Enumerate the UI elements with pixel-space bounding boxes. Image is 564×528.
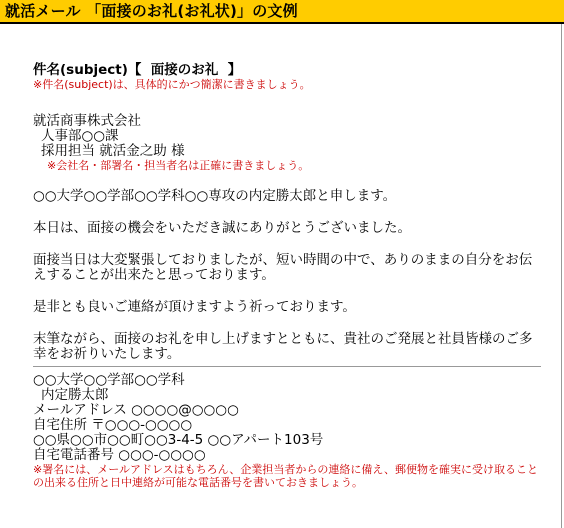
signature-address-postal: 自宅住所 〒○○○-○○○○	[33, 417, 193, 433]
body-intro: ○○大学○○学部○○学科○○専攻の内定勝太郎と申します。	[33, 188, 397, 204]
spacer	[33, 204, 543, 221]
spacer	[33, 91, 543, 114]
signature-note: ※署名には、メールアドレスはもちろん、企業担当者からの連絡に備え、郵便物を確実に受け取ることの出来る住所と日中連絡が可能な電話番号を書いておきましょう。	[33, 463, 538, 489]
spacer	[33, 283, 543, 300]
body-feelings: 面接当日は大変緊張しておりましたが、短い時間の中で、ありのままの自分をお伝えすることが出来たと思っております。	[33, 252, 533, 283]
spacer	[33, 315, 543, 332]
body-hope: 是非とも良いご連絡が頂けますよう祈っております。	[33, 299, 356, 315]
spacer	[33, 236, 543, 253]
spacer	[33, 172, 543, 189]
recipient-person: 採用担当 就活金之助 様	[41, 143, 185, 159]
recipient-department: 人事部○○課	[41, 128, 119, 144]
signature-divider	[33, 366, 541, 367]
signature-phone: 自宅電話番号 ○○○-○○○○	[33, 447, 206, 463]
email-example	[33, 62, 543, 489]
recipient-note: ※会社名・部署名・担当者名は正確に書きましょう。	[47, 159, 310, 172]
title-bar	[0, 0, 564, 24]
signature-school: ○○大学○○学部○○学科	[33, 372, 185, 388]
right-border-divider	[561, 24, 562, 528]
page-title: 就活メール 「面接のお礼(お礼状)」の文例	[5, 2, 298, 20]
recipient-company: 就活商事株式会社	[33, 113, 141, 129]
signature-address-street: ○○県○○市○○町○○3-4-5 ○○アパート103号	[33, 432, 324, 448]
body-closing: 末筆ながら、面接のお礼を申し上げますとともに、貴社のご発展と社員皆様のご多幸をお祈りいたします。	[33, 331, 533, 362]
subject-line: 件名(subject)【 面接のお礼 】	[33, 62, 242, 78]
signature-email: メールアドレス ○○○○@○○○○	[33, 402, 239, 418]
subject-note: ※件名(subject)は、具体的にかつ簡潔に書きましょう。	[33, 78, 311, 91]
body-thanks: 本日は、面接の機会をいただき誠にありがとうございました。	[33, 220, 411, 236]
signature-name: 内定勝太郎	[41, 387, 109, 403]
